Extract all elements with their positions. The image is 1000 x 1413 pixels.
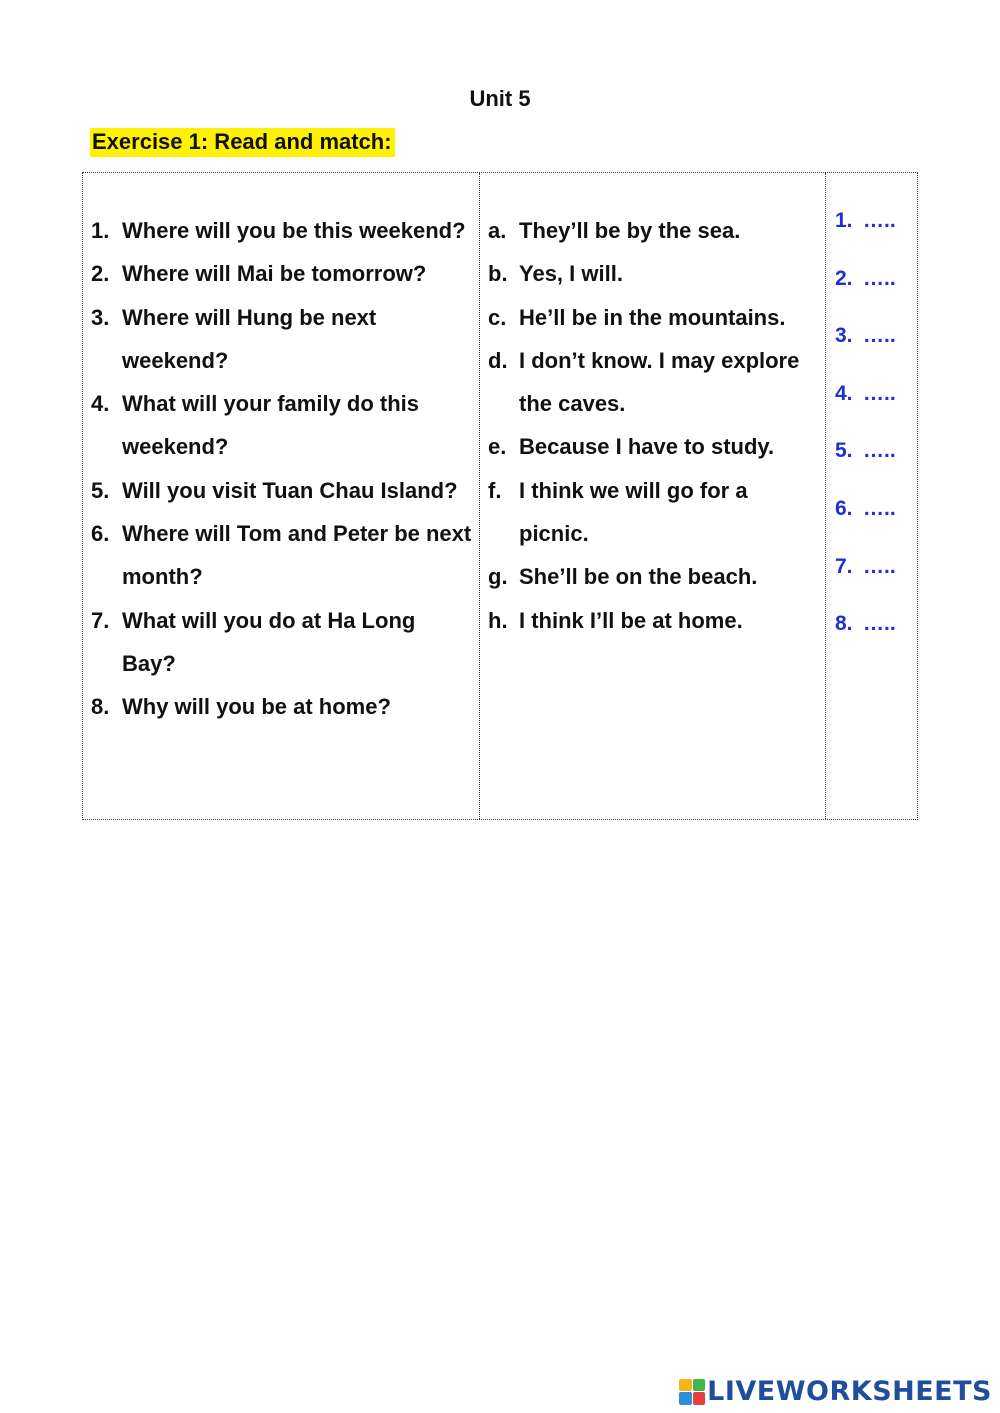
answer-item: a. They’ll be by the sea. [488, 218, 741, 243]
brand-name: LIVEWORKSHEETS [707, 1376, 992, 1407]
blank-field[interactable]: ….. [863, 381, 896, 405]
answer-blank[interactable]: 5. ….. [835, 433, 913, 491]
blank-field[interactable]: ….. [863, 496, 896, 520]
question-item: 6. Where will Tom and Peter be next month? [91, 521, 472, 590]
answer-blank[interactable]: 3. ….. [835, 318, 913, 376]
answer-item: e. Because I have to study. [488, 434, 775, 460]
answer-blank[interactable]: 8. ….. [835, 606, 913, 664]
answer-item: f. I think we will go for a picnic. [488, 477, 748, 547]
question-item: 4. What will your family do this weekend? [91, 391, 420, 460]
blank-field[interactable]: ….. [863, 209, 896, 232]
question-item: 5. Will you visit Tuan Chau Island? [91, 477, 458, 503]
question-item: 7. What will you do at Ha Long Bay? [91, 607, 416, 676]
answer-item: c. He’ll be in the mountains. [488, 304, 786, 330]
question-item: 8. Why will you be at home? [91, 694, 391, 720]
blank-field[interactable]: ….. [863, 324, 896, 348]
answer-item: h. I think I’ll be at home. [488, 607, 743, 633]
answer-item: b. Yes, I will. [488, 261, 623, 287]
answer-blank[interactable]: 7. ….. [835, 549, 913, 607]
answer-blank[interactable]: 1. ….. [835, 203, 913, 261]
answer-blank[interactable]: 4. ….. [835, 376, 913, 434]
answer-item: d. I don’t know. I may explore the caves. [488, 347, 800, 417]
answers-column [479, 173, 826, 819]
blank-field[interactable]: ….. [863, 266, 896, 290]
question-item: 1. Where will you be this weekend? [91, 218, 466, 243]
blank-field[interactable]: ….. [863, 554, 896, 578]
exercise-heading: Exercise 1: Read and match: [90, 128, 395, 157]
liveworksheets-logo-icon [679, 1379, 705, 1405]
answer-blank[interactable]: 6. ….. [835, 491, 913, 549]
answer-key-column [825, 173, 917, 819]
blank-field[interactable]: ….. [863, 612, 896, 636]
question-item: 2. Where will Mai be tomorrow? [91, 261, 427, 287]
answer-blank[interactable]: 2. ….. [835, 261, 913, 319]
liveworksheets-footer [679, 1376, 992, 1407]
question-item: 3. Where will Hung be next weekend? [91, 304, 377, 373]
questions-column [83, 173, 480, 819]
matching-table [82, 172, 918, 820]
blank-field[interactable]: ….. [863, 439, 896, 463]
page-title: Unit 5 [469, 86, 531, 111]
answer-item: g. She’ll be on the beach. [488, 564, 758, 590]
